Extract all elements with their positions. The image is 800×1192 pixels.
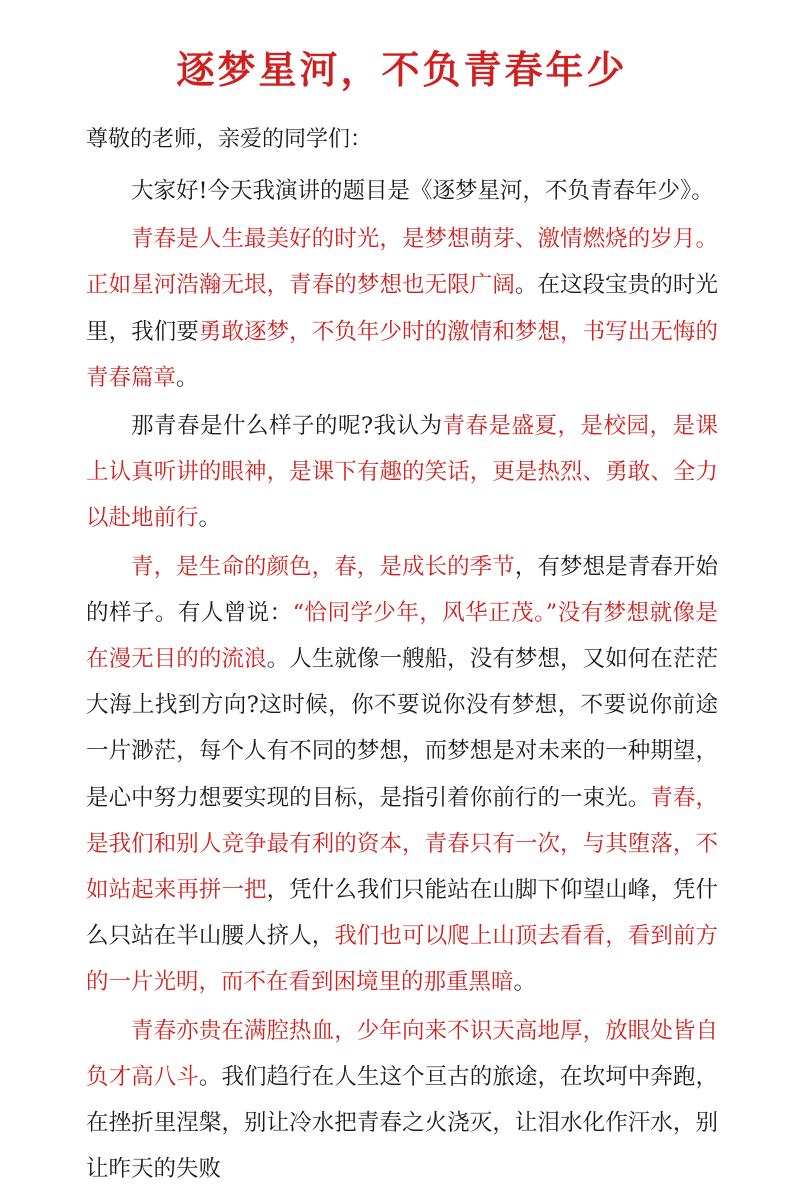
salutation: 尊敬的老师，亲爱的同学们：	[86, 127, 373, 152]
text-run: 。	[176, 364, 199, 391]
text-run: 。	[198, 505, 222, 532]
paragraph-5	[86, 1008, 718, 1192]
text-run: 。在这段宝贵的时光里，我们要	[86, 272, 718, 345]
document-title: 逐梦星河，不负青春年少	[176, 47, 628, 92]
paragraph-3	[86, 403, 718, 542]
text-run: 青，是生命的颜色，春，是成长的季节	[131, 553, 515, 580]
text-run: 。	[513, 969, 537, 996]
paragraph-2	[86, 216, 718, 401]
text-run: 青春是人生最美好的时光，是梦想萌芽、激情燃烧的岁月。正如星河浩瀚无垠，青春的梦想也无限广阔	[86, 226, 718, 299]
text-run: 那青春是什么样子的呢?我认为	[131, 413, 443, 440]
text-run: ，凭什么我们只能站在山脚下仰望山峰，凭什么只站在半山腰人挤人，	[86, 877, 718, 950]
text-run: 青春亦贵在满腔热血，少年向来不识天高地厚，放眼处皆自负才高八斗	[86, 1017, 718, 1090]
text-run: “恰同学少年，风华正茂。”没有梦想就像是在漫无目的的流浪	[86, 599, 718, 673]
text-run: 大家好!今天我演讲的题目是《逐梦星河，不负青春年少》。	[131, 178, 714, 204]
text-run: 勇敢逐梦，不负年少时的激情和梦想，书写出无悔的青春篇章	[86, 318, 718, 391]
text-run: 。我们趋行在人生这个亘古的旅途，在坎坷中奔跑，在挫折里涅槃，别让冷水把青春之火浇灭，让泪水化作汗水，别让昨天的失败	[86, 1063, 718, 1183]
text-run: 我们也可以爬上山顶去看看，看到前方的一片光明，而不在看到困境里的那重黑暗	[86, 923, 718, 996]
text-run: 。人生就像一艘船，没有梦想，又如何在茫茫大海上找到方向?这时候，你不要说你没有梦想，不要说你前途一片渺茫，每个人有不同的梦想，而梦想是对未来的一种期望，是心中努力想要实现的目标，是指引着你前行的一束光。	[86, 646, 718, 811]
text-run: ，有梦想是青春开始的样子。有人曾说：	[86, 553, 718, 626]
paragraph-4	[86, 544, 718, 1006]
text-run: 青春，是我们和别人竞争最有利的资本，青春只有一次，与其堕落，不如站起来再拼一把	[86, 784, 718, 904]
text-run: 青春是盛夏，是校园，是课上认真听讲的眼神，是课下有趣的笑话，更是热烈、勇敢、全力以赴地前行	[86, 413, 718, 532]
paragraph-1	[86, 168, 718, 214]
